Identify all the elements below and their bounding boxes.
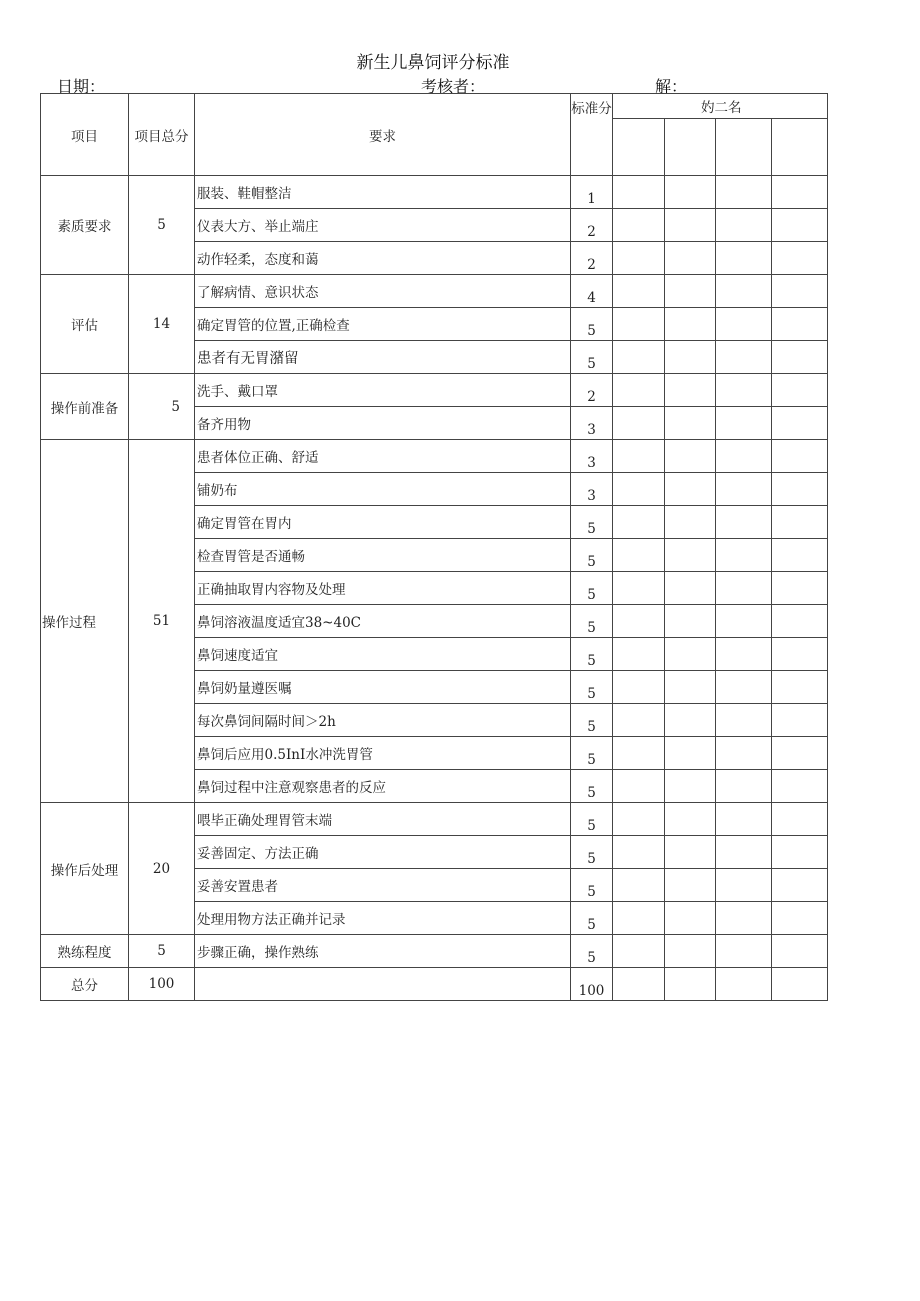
standard-cell: 3 bbox=[571, 440, 613, 473]
solve-label: 解： bbox=[655, 77, 688, 96]
score-cell[interactable] bbox=[716, 440, 772, 473]
requirement-cell: 患者有无胃潴留 bbox=[195, 341, 571, 374]
score-cell[interactable] bbox=[665, 242, 716, 275]
table-row bbox=[41, 440, 828, 473]
score-cell[interactable] bbox=[665, 176, 716, 209]
item-cell: 操作后处理 bbox=[41, 803, 129, 935]
score-cell[interactable] bbox=[716, 275, 772, 308]
standard-cell: 5 bbox=[571, 539, 613, 572]
standard-cell: 5 bbox=[571, 803, 613, 836]
item-cell: 熟练程度 bbox=[41, 935, 129, 968]
score-cell[interactable] bbox=[665, 440, 716, 473]
score-cell[interactable] bbox=[716, 770, 772, 803]
standard-cell: 5 bbox=[571, 341, 613, 374]
standard-cell: 5 bbox=[571, 671, 613, 704]
requirement-cell: 确定胃管在胃内 bbox=[195, 506, 571, 539]
score-cell[interactable] bbox=[665, 836, 716, 869]
score-cell[interactable] bbox=[772, 869, 828, 902]
table-row bbox=[41, 803, 828, 836]
score-cell[interactable] bbox=[613, 572, 665, 605]
score-cell[interactable] bbox=[772, 242, 828, 275]
score-cell[interactable] bbox=[665, 902, 716, 935]
score-cell[interactable] bbox=[665, 935, 716, 968]
score-cell[interactable] bbox=[772, 341, 828, 374]
score-cell[interactable] bbox=[716, 836, 772, 869]
score-cell[interactable] bbox=[665, 473, 716, 506]
requirement-cell: 仪表大方、举止端庄 bbox=[195, 209, 571, 242]
requirement-cell: 洗手、戴口罩 bbox=[195, 374, 571, 407]
score-cell[interactable] bbox=[665, 869, 716, 902]
standard-cell: 2 bbox=[571, 209, 613, 242]
requirement-cell: 妥善固定、方法正确 bbox=[195, 836, 571, 869]
score-cell[interactable] bbox=[613, 119, 665, 176]
requirement-cell: 鼻饲速度适宜 bbox=[195, 638, 571, 671]
score-cell[interactable] bbox=[716, 803, 772, 836]
score-cell[interactable] bbox=[716, 374, 772, 407]
score-cell[interactable] bbox=[665, 209, 716, 242]
total-cell: 14 bbox=[129, 275, 195, 374]
score-cell[interactable] bbox=[716, 539, 772, 572]
score-cell[interactable] bbox=[716, 308, 772, 341]
item-cell: 素质要求 bbox=[41, 176, 129, 275]
score-cell[interactable] bbox=[665, 119, 716, 176]
header-row bbox=[41, 94, 828, 119]
table-row bbox=[41, 935, 828, 968]
standard-cell: 2 bbox=[571, 374, 613, 407]
score-cell[interactable] bbox=[613, 308, 665, 341]
score-cell[interactable] bbox=[665, 704, 716, 737]
requirement-cell: 服装、鞋帽整洁 bbox=[195, 176, 571, 209]
score-cell[interactable] bbox=[772, 119, 828, 176]
standard-cell: 5 bbox=[571, 638, 613, 671]
score-cell[interactable] bbox=[613, 770, 665, 803]
score-cell[interactable] bbox=[772, 704, 828, 737]
score-cell[interactable] bbox=[772, 836, 828, 869]
score-cell[interactable] bbox=[772, 638, 828, 671]
requirement-cell: 鼻饲溶液温度适宜38~40C bbox=[195, 605, 571, 638]
requirement-cell: 患者体位正确、舒适 bbox=[195, 440, 571, 473]
standard-cell: 1 bbox=[571, 176, 613, 209]
total-cell: 5 bbox=[129, 935, 195, 968]
header-requirement: 要求 bbox=[195, 94, 571, 176]
score-cell[interactable] bbox=[665, 605, 716, 638]
score-cell[interactable] bbox=[665, 968, 716, 1001]
score-cell[interactable] bbox=[665, 671, 716, 704]
score-cell[interactable] bbox=[665, 407, 716, 440]
score-cell[interactable] bbox=[772, 902, 828, 935]
score-cell[interactable] bbox=[772, 275, 828, 308]
score-cell[interactable] bbox=[772, 473, 828, 506]
requirement-cell: 了解病情、意识状态 bbox=[195, 275, 571, 308]
standard-cell: 5 bbox=[571, 506, 613, 539]
score-cell[interactable] bbox=[716, 902, 772, 935]
score-cell[interactable] bbox=[665, 275, 716, 308]
score-cell[interactable] bbox=[772, 308, 828, 341]
score-cell[interactable] bbox=[665, 506, 716, 539]
standard-cell: 5 bbox=[571, 605, 613, 638]
score-cell[interactable] bbox=[613, 374, 665, 407]
total-cell: 5 bbox=[129, 374, 195, 440]
score-cell[interactable] bbox=[772, 440, 828, 473]
score-cell[interactable] bbox=[716, 473, 772, 506]
score-cell[interactable] bbox=[665, 539, 716, 572]
standard-cell: 5 bbox=[571, 308, 613, 341]
score-cell[interactable] bbox=[772, 506, 828, 539]
score-cell[interactable] bbox=[613, 902, 665, 935]
date-label: 日期： bbox=[57, 77, 106, 96]
standard-cell: 5 bbox=[571, 869, 613, 902]
score-cell[interactable] bbox=[716, 407, 772, 440]
total-row-requirement bbox=[195, 968, 571, 1001]
document-title: 新生儿鼻饲评分标准 bbox=[356, 53, 510, 73]
total-row-label: 总分 bbox=[41, 968, 129, 1001]
score-cell[interactable] bbox=[772, 407, 828, 440]
total-row-score: 100 bbox=[571, 968, 613, 1001]
score-cell[interactable] bbox=[613, 803, 665, 836]
score-cell[interactable] bbox=[772, 671, 828, 704]
requirement-cell: 喂毕正确处理胃管末端 bbox=[195, 803, 571, 836]
score-cell[interactable] bbox=[716, 341, 772, 374]
score-cell[interactable] bbox=[613, 836, 665, 869]
item-cell: 评估 bbox=[41, 275, 129, 374]
total-cell: 20 bbox=[129, 803, 195, 935]
score-cell[interactable] bbox=[772, 803, 828, 836]
requirement-cell: 每次鼻饲间隔时间＞2h bbox=[195, 704, 571, 737]
table-row bbox=[41, 176, 828, 209]
score-cell[interactable] bbox=[665, 737, 716, 770]
standard-cell: 5 bbox=[571, 770, 613, 803]
score-cell[interactable] bbox=[716, 176, 772, 209]
score-cell[interactable] bbox=[772, 770, 828, 803]
header-standard: 标准分 bbox=[571, 94, 613, 176]
examiner-label: 考核者： bbox=[421, 77, 486, 96]
score-cell[interactable] bbox=[772, 572, 828, 605]
score-cell[interactable] bbox=[613, 506, 665, 539]
score-cell[interactable] bbox=[613, 407, 665, 440]
total-row-total: 100 bbox=[129, 968, 195, 1001]
score-cell[interactable] bbox=[772, 737, 828, 770]
score-cell[interactable] bbox=[716, 935, 772, 968]
total-row bbox=[41, 968, 828, 1001]
score-cell[interactable] bbox=[665, 572, 716, 605]
standard-cell: 5 bbox=[571, 902, 613, 935]
requirement-cell: 鼻饲奶量遵医嘱 bbox=[195, 671, 571, 704]
score-cell[interactable] bbox=[716, 242, 772, 275]
requirement-cell: 正确抽取胃内容物及处理 bbox=[195, 572, 571, 605]
header-total: 项目总分 bbox=[129, 94, 195, 176]
score-cell[interactable] bbox=[716, 209, 772, 242]
score-cell[interactable] bbox=[716, 506, 772, 539]
score-cell[interactable] bbox=[613, 539, 665, 572]
score-cell[interactable] bbox=[772, 935, 828, 968]
score-cell[interactable] bbox=[665, 341, 716, 374]
requirement-cell: 鼻饲过程中注意观察患者的反应 bbox=[195, 770, 571, 803]
item-cell: 操作前准备 bbox=[41, 374, 129, 440]
score-cell[interactable] bbox=[613, 341, 665, 374]
requirement-cell: 确定胃管的位置,正确检查 bbox=[195, 308, 571, 341]
score-cell[interactable] bbox=[716, 638, 772, 671]
score-cell[interactable] bbox=[772, 605, 828, 638]
score-cell[interactable] bbox=[613, 242, 665, 275]
item-cell: 操作过程 bbox=[41, 440, 129, 803]
score-cell[interactable] bbox=[716, 737, 772, 770]
standard-cell: 2 bbox=[571, 242, 613, 275]
total-cell: 5 bbox=[129, 176, 195, 275]
score-cell[interactable] bbox=[772, 539, 828, 572]
standard-cell: 5 bbox=[571, 935, 613, 968]
score-cell[interactable] bbox=[613, 704, 665, 737]
score-cell[interactable] bbox=[716, 968, 772, 1001]
standard-cell: 3 bbox=[571, 473, 613, 506]
score-cell[interactable] bbox=[772, 176, 828, 209]
requirement-cell: 铺奶布 bbox=[195, 473, 571, 506]
score-cell[interactable] bbox=[613, 209, 665, 242]
score-cell[interactable] bbox=[716, 119, 772, 176]
standard-cell: 5 bbox=[571, 836, 613, 869]
score-cell[interactable] bbox=[772, 968, 828, 1001]
score-cell[interactable] bbox=[716, 605, 772, 638]
score-cell[interactable] bbox=[772, 374, 828, 407]
score-cell[interactable] bbox=[613, 737, 665, 770]
score-cell[interactable] bbox=[716, 572, 772, 605]
requirement-cell: 检查胃管是否通畅 bbox=[195, 539, 571, 572]
standard-cell: 5 bbox=[571, 737, 613, 770]
score-cell[interactable] bbox=[613, 638, 665, 671]
standard-cell: 3 bbox=[571, 407, 613, 440]
standard-cell: 5 bbox=[571, 572, 613, 605]
header-name: 妁二名 bbox=[613, 94, 828, 119]
score-cell[interactable] bbox=[665, 803, 716, 836]
requirement-cell: 步骤正确，操作熟练 bbox=[195, 935, 571, 968]
standard-cell: 5 bbox=[571, 704, 613, 737]
total-cell: 51 bbox=[129, 440, 195, 803]
requirement-cell: 处理用物方法正确并记录 bbox=[195, 902, 571, 935]
score-cell[interactable] bbox=[665, 770, 716, 803]
score-cell[interactable] bbox=[613, 869, 665, 902]
score-cell[interactable] bbox=[613, 440, 665, 473]
standard-cell: 4 bbox=[571, 275, 613, 308]
scoring-table bbox=[40, 93, 828, 1001]
table-row bbox=[41, 275, 828, 308]
score-cell[interactable] bbox=[716, 869, 772, 902]
score-cell[interactable] bbox=[613, 275, 665, 308]
table-row bbox=[41, 374, 828, 407]
score-cell[interactable] bbox=[772, 209, 828, 242]
score-cell[interactable] bbox=[613, 473, 665, 506]
score-cell[interactable] bbox=[613, 671, 665, 704]
score-cell[interactable] bbox=[613, 968, 665, 1001]
score-cell[interactable] bbox=[665, 308, 716, 341]
requirement-cell: 妥善安置患者 bbox=[195, 869, 571, 902]
score-cell[interactable] bbox=[665, 374, 716, 407]
header-item: 项目 bbox=[41, 94, 129, 176]
score-cell[interactable] bbox=[613, 935, 665, 968]
score-cell[interactable] bbox=[716, 704, 772, 737]
score-cell[interactable] bbox=[613, 176, 665, 209]
score-cell[interactable] bbox=[613, 605, 665, 638]
requirement-cell: 动作轻柔，态度和蔼 bbox=[195, 242, 571, 275]
requirement-cell: 鼻饲后应用0.5InI水冲洗胃管 bbox=[195, 737, 571, 770]
score-cell[interactable] bbox=[665, 638, 716, 671]
requirement-cell: 备齐用物 bbox=[195, 407, 571, 440]
score-cell[interactable] bbox=[716, 671, 772, 704]
